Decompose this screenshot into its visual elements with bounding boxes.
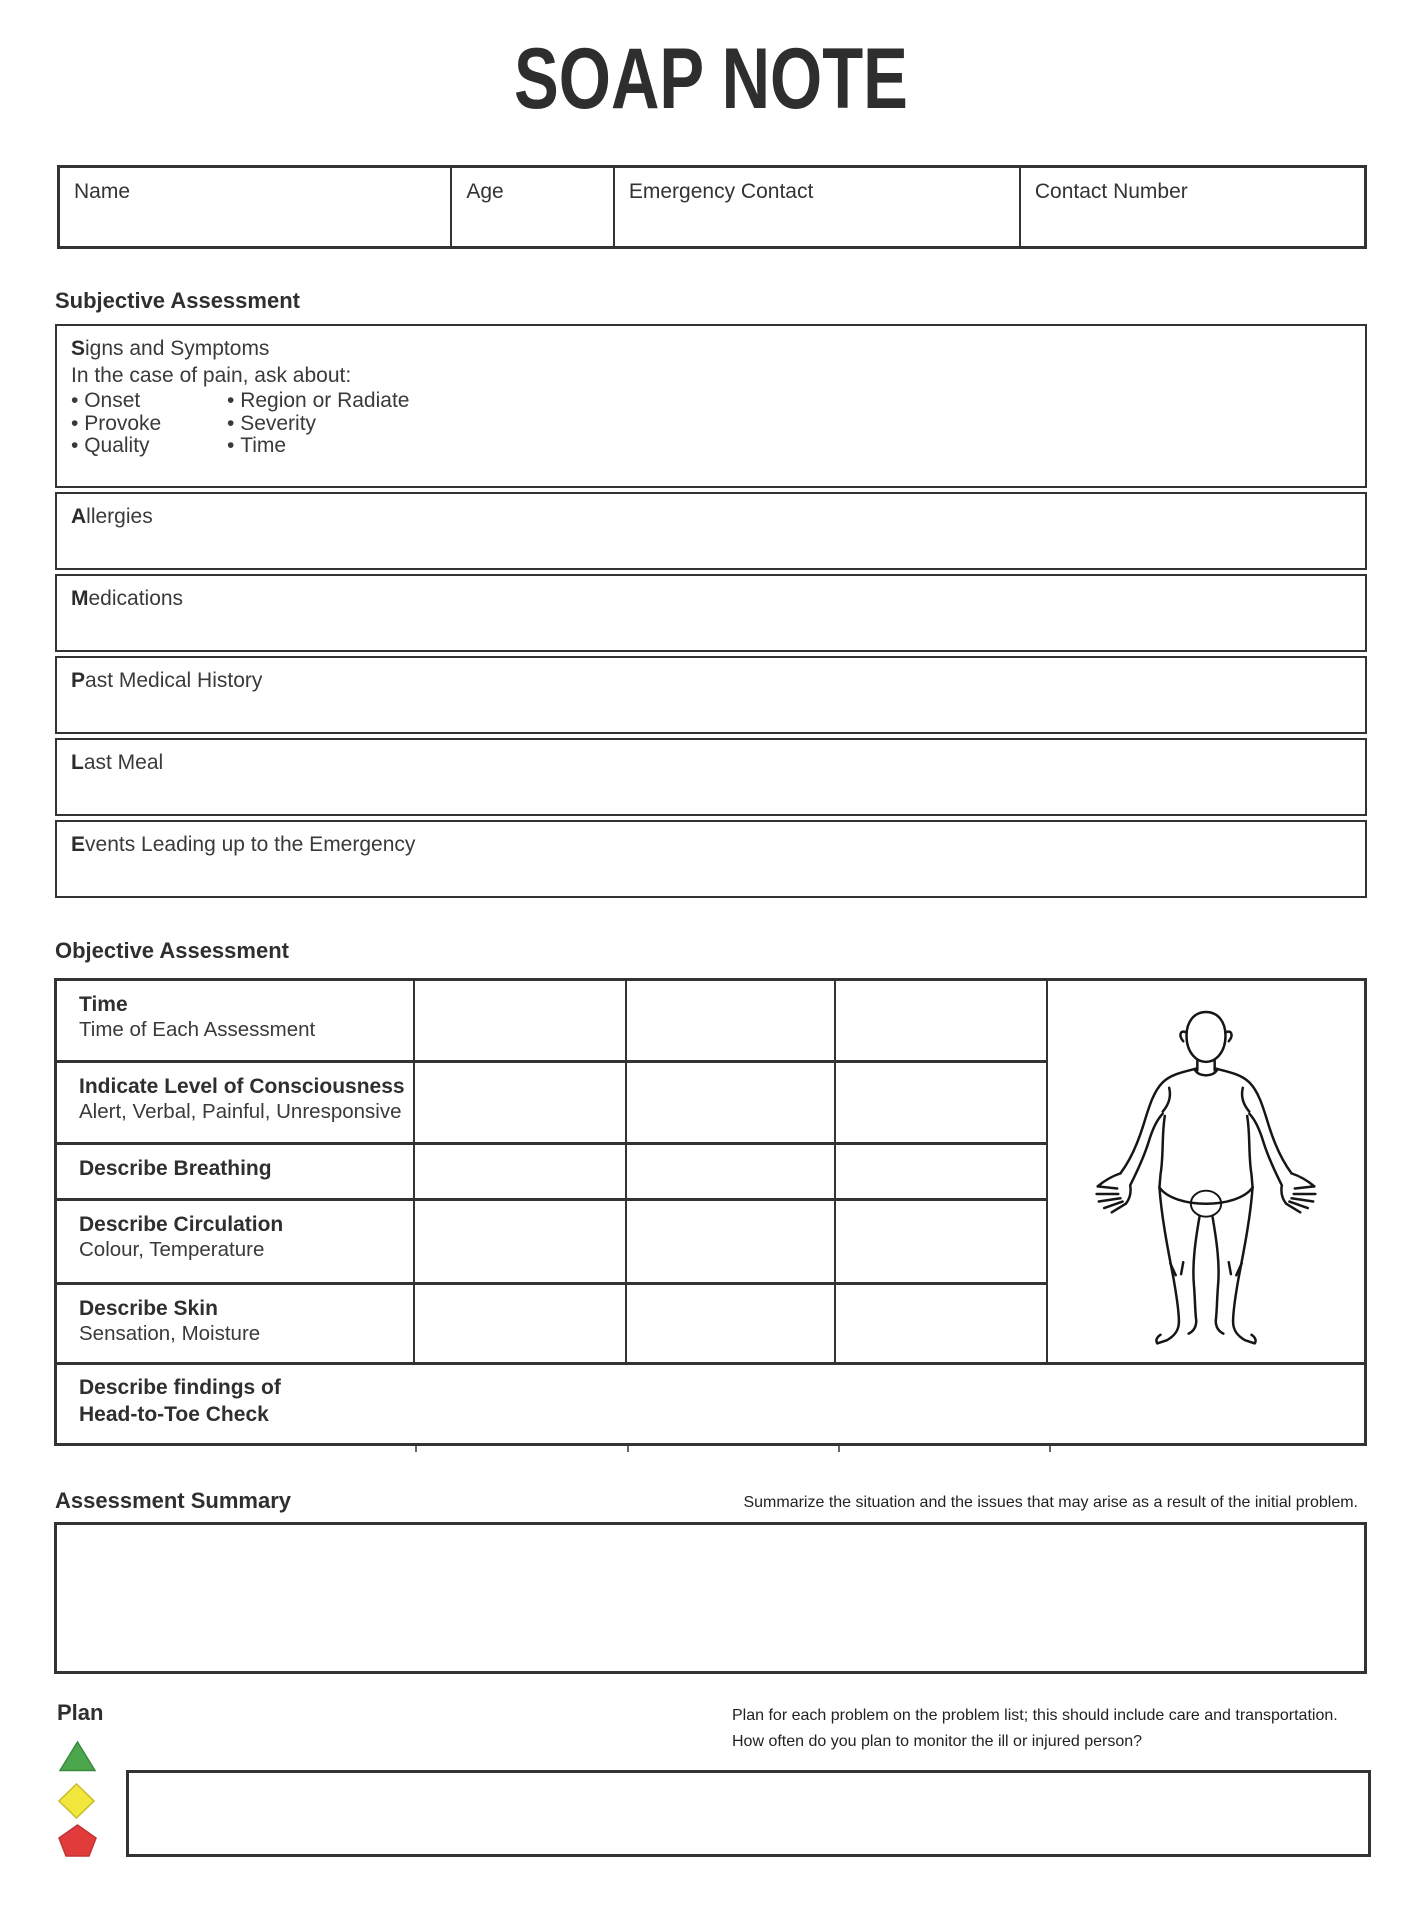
signs-symptoms-label: Signs and Symptoms [71,337,270,360]
plan-hint-line2: How often do you plan to monitor the ill or injured person? [732,1733,1143,1750]
objective-entry-cell[interactable] [627,981,836,1063]
objective-entry-cell[interactable] [836,1145,1048,1201]
objective-entry-cell[interactable] [836,1063,1048,1145]
findings-label-line1: Describe findings of [79,1376,281,1399]
patient-info-table [57,165,1367,249]
bullet-item: • Onset [71,390,227,413]
objective-entry-cell[interactable] [415,1063,627,1145]
objective-entry-cell[interactable] [627,1063,836,1145]
past-medical-history-label: Past Medical History [71,669,263,692]
allergies-row[interactable] [55,492,1367,570]
time-label-cell: Time Time of Each Assessment [57,981,415,1063]
assessment-summary-hint: Summarize the situation and the issues that may arise as a result of the initial problem. [743,1494,1358,1511]
subjective-heading: Subjective Assessment [55,288,300,313]
consciousness-label-cell: Indicate Level of Consciousness Alert, Verbal, Painful, Unresponsive [57,1063,415,1145]
age-field[interactable] [452,168,615,246]
events-row[interactable] [55,820,1367,898]
objective-entry-cell[interactable] [415,1201,627,1285]
plan-box[interactable] [126,1770,1371,1857]
pain-bullet-list [71,390,1351,458]
objective-entry-cell[interactable] [627,1285,836,1365]
bullet-item: • Severity [227,413,409,436]
body-diagram-cell[interactable] [1048,981,1364,1365]
plan-hint-line1: Plan for each problem on the problem list; this should include care and transportation. [732,1707,1338,1724]
assessment-summary-heading: Assessment Summary [55,1488,292,1513]
bullet-item: • Region or Radiate [227,390,409,413]
objective-entry-cell[interactable] [836,1285,1048,1365]
name-field[interactable] [60,168,452,246]
age-label: Age [466,180,504,203]
emergency-contact-label: Emergency Contact [628,180,814,203]
table-tick [627,1446,629,1452]
human-body-outline-front-icon [1081,999,1331,1351]
skin-label-cell: Describe Skin Sensation, Moisture [57,1285,415,1365]
table-tick [415,1446,417,1452]
plan-heading: Plan [57,1700,104,1725]
table-tick [838,1446,840,1452]
objective-entry-cell[interactable] [836,1201,1048,1285]
last-meal-label: Last Meal [71,751,164,774]
objective-entry-cell[interactable] [415,981,627,1063]
breathing-label-cell: Describe Breathing [57,1145,415,1201]
head-to-toe-findings-cell[interactable] [57,1365,1364,1443]
name-label: Name [74,180,131,203]
bullet-item: • Provoke [71,413,227,436]
findings-label-line2: Head-to-Toe Check [79,1403,269,1426]
triage-green-triangle-icon [59,1741,96,1772]
objective-entry-cell[interactable] [836,981,1048,1063]
triage-yellow-diamond-icon [58,1783,95,1819]
pain-prompt: In the case of pain, ask about: [71,364,352,387]
objective-heading: Objective Assessment [55,938,289,963]
past-medical-history-row[interactable] [55,656,1367,734]
objective-entry-cell[interactable] [627,1145,836,1201]
signs-symptoms-row[interactable] [55,324,1367,488]
medications-label: Medications [71,587,184,610]
objective-entry-cell[interactable] [627,1201,836,1285]
medications-row[interactable] [55,574,1367,652]
page-title: SOAP NOTE [514,31,908,127]
contact-number-field[interactable] [1021,168,1364,246]
objective-entry-cell[interactable] [415,1145,627,1201]
bullet-item: • Time [227,435,409,458]
allergies-label: Allergies [71,505,153,528]
emergency-contact-field[interactable] [615,168,1021,246]
objective-entry-cell[interactable] [415,1285,627,1365]
contact-number-label: Contact Number [1034,180,1188,203]
events-label: Events Leading up to the Emergency [71,833,416,856]
triage-red-pentagon-icon [58,1824,97,1857]
last-meal-row[interactable] [55,738,1367,816]
objective-table [54,978,1367,1446]
bullet-item: • Quality [71,435,227,458]
circulation-label-cell: Describe Circulation Colour, Temperature [57,1201,415,1285]
assessment-summary-box[interactable] [54,1522,1367,1674]
table-tick [1049,1446,1051,1452]
